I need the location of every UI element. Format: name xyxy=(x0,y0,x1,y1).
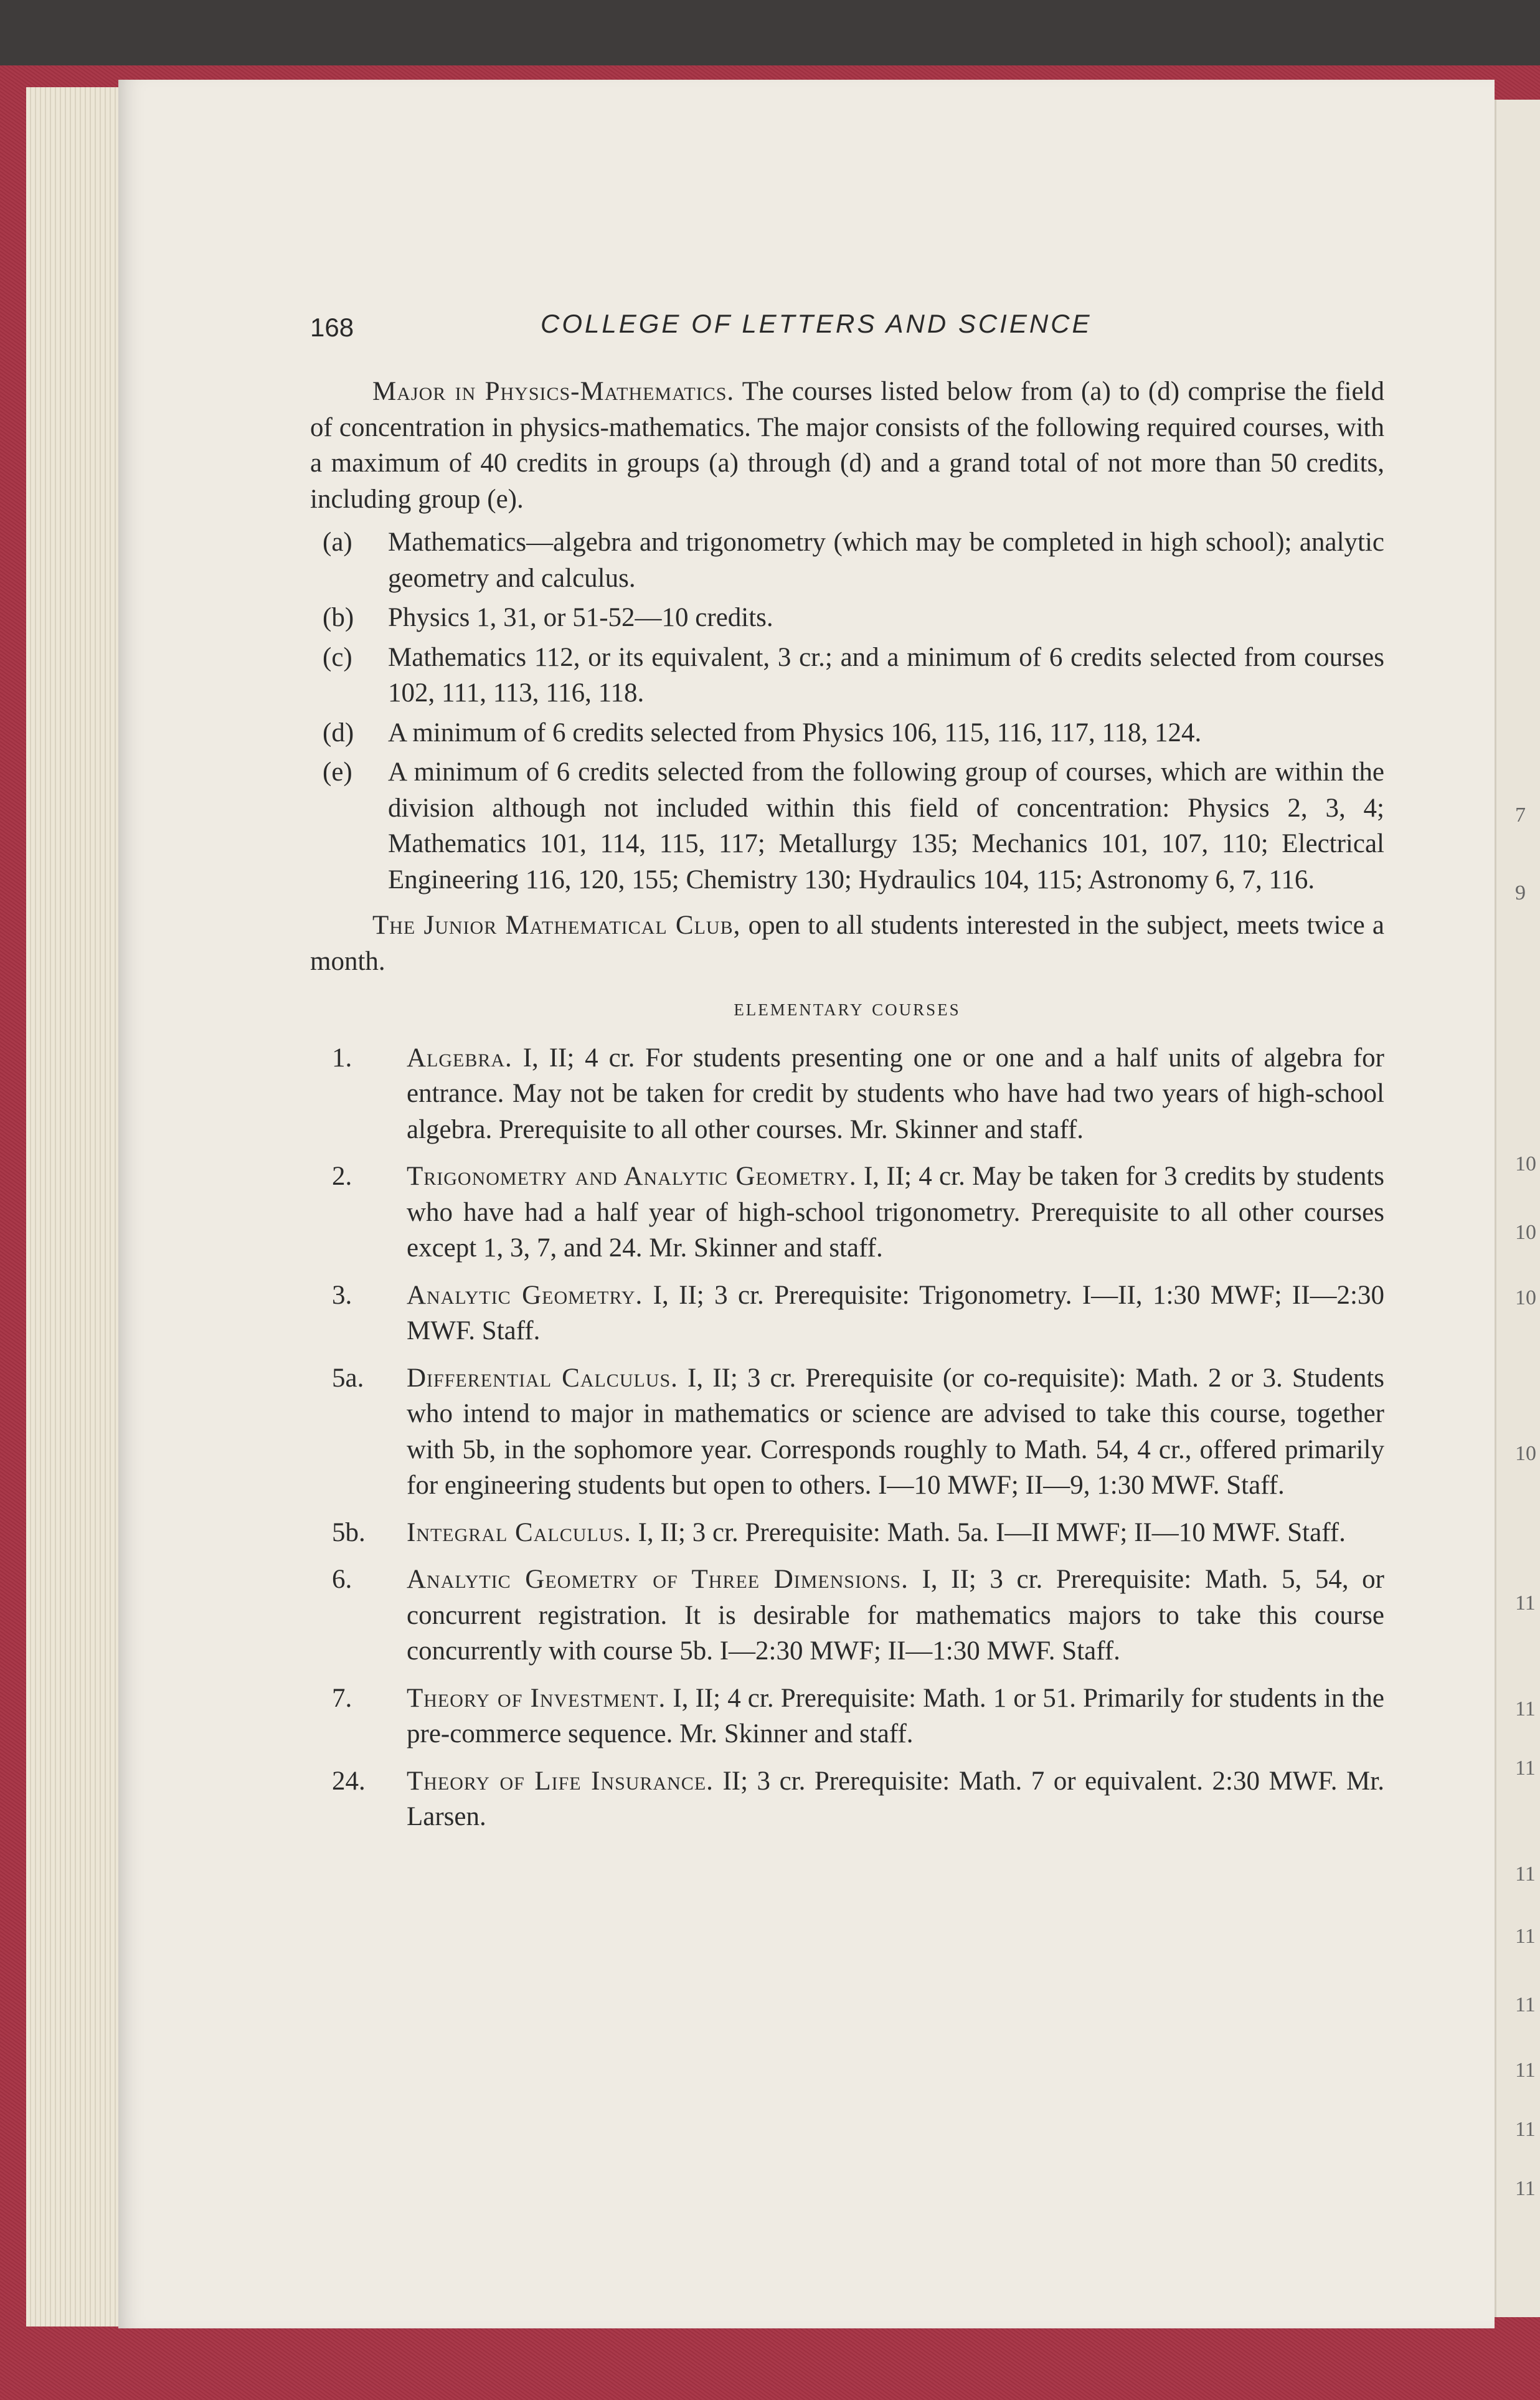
page-content xyxy=(310,374,1384,1846)
requirement-group-c xyxy=(310,640,1384,711)
adjacent-page-fragment: 7 xyxy=(1515,804,1526,827)
page-number: 168 xyxy=(310,313,354,342)
course-description: I, II; 4 cr. Prerequisite: Math. 1 or 51. Primarily for students in the pre-commerce sequence. Mr. Skinner and staff. xyxy=(407,1683,1385,1748)
course-number: 6. xyxy=(332,1565,352,1594)
section-heading: elementary courses xyxy=(734,995,961,1021)
course-description: I, II; 4 cr. May be taken for 3 credits by students who have had a half year of high-school trigonometry. Prerequisite to all other courses except 1, 3, 7, and 24. Mr. Skinner and staff. xyxy=(407,1162,1385,1263)
adjacent-page-fragment: 11 xyxy=(1515,1862,1536,1885)
adjacent-page-fragment: 11 xyxy=(1515,2118,1536,2141)
club-paragraph xyxy=(310,908,1384,979)
course-description: I, II; 3 cr. Prerequisite: Math. 5a. I—II MWF; II—10 MWF. Staff. xyxy=(638,1517,1346,1547)
course-entry xyxy=(310,1278,1384,1349)
major-title: Major in Physics-Mathematics. xyxy=(372,377,735,406)
course-entry xyxy=(310,1681,1384,1752)
course-number: 5a. xyxy=(332,1363,364,1393)
course-entry xyxy=(310,1515,1384,1551)
adjacent-page-fragment: 11 xyxy=(1515,1697,1536,1720)
page-edges xyxy=(26,87,132,2326)
club-text: open to all students interested in the subject, meets twice a month. xyxy=(310,911,1384,976)
course-description: I, II; 4 cr. For students presenting one or one and a half units of algebra for entrance. May not be taken for credit by students who have had two years of high-school algebra. Prerequisite to all other courses. Mr. Skinner and staff. xyxy=(407,1043,1385,1144)
course-number: 5b. xyxy=(332,1517,366,1547)
adjacent-page-fragment: 11 xyxy=(1515,1591,1536,1615)
course-title: Analytic Geometry of Three Dimensions. xyxy=(407,1565,909,1594)
adjacent-page-fragment: 11 xyxy=(1515,1993,1536,2016)
group-label: (b) xyxy=(323,603,354,632)
group-text: Mathematics 112, or its equivalent, 3 cr.; and a minimum of 6 credits selected from courses 102, 111, 113, 116, 118. xyxy=(388,642,1384,708)
adjacent-page-fragment: 10 xyxy=(1515,1152,1536,1175)
course-number: 3. xyxy=(332,1280,352,1310)
requirement-group-d xyxy=(310,715,1384,751)
group-label: (e) xyxy=(323,757,352,787)
running-title: COLLEGE OF LETTERS AND SCIENCE xyxy=(541,309,1092,338)
course-description: II; 3 cr. Prerequisite: Math. 7 or equivalent. 2:30 MWF. Mr. Larsen. xyxy=(407,1766,1384,1831)
adjacent-page-fragment: 10 xyxy=(1515,1286,1536,1309)
requirement-group-a xyxy=(310,524,1384,596)
page-header xyxy=(310,306,1160,350)
course-title: Algebra. xyxy=(407,1043,513,1073)
major-intro: The courses listed below from (a) to (d) comprise the field of concentration in physics-mathematics. The major consists of the following required courses, with a maximum of 40 credits in groups (a) through (d) and a grand total of not more than 50 credits, including group (e). xyxy=(310,377,1384,514)
group-label: (d) xyxy=(323,718,354,747)
course-title: Theory of Investment. xyxy=(407,1683,666,1713)
group-text: A minimum of 6 credits selected from the following group of courses, which are within the division although not included within this field of concentration: Physics 2, 3, 4; Mathematics 101, 114, 115, 117; Metallurgy 135; Mechanics 101, 107, 110; Electrical Engineering 116, 120, 155; Chemistry 130; Hydraulics 104, 115; Astronomy 6, 7, 116. xyxy=(388,757,1384,894)
course-number: 7. xyxy=(332,1683,352,1713)
adjacent-page-fragment: 11 xyxy=(1515,2177,1536,2200)
group-label: (a) xyxy=(323,528,352,557)
adjacent-page-fragment: 11 xyxy=(1515,1925,1536,1948)
group-text: A minimum of 6 credits selected from Physics 106, 115, 116, 117, 118, 124. xyxy=(388,718,1202,747)
course-number: 1. xyxy=(332,1043,352,1073)
course-entry xyxy=(310,1040,1384,1148)
course-description: I, II; 3 cr. Prerequisite: Trigonometry. I—II, 1:30 MWF; II—2:30 MWF. Staff. xyxy=(407,1280,1384,1345)
course-title: Analytic Geometry. xyxy=(407,1280,643,1310)
course-entry xyxy=(310,1562,1384,1669)
requirement-group-e xyxy=(310,754,1384,898)
club-title: The Junior Mathematical Club, xyxy=(372,911,741,940)
group-text: Physics 1, 31, or 51-52—10 credits. xyxy=(388,603,773,632)
adjacent-page-fragment: 9 xyxy=(1515,881,1526,904)
adjacent-page-edge xyxy=(1495,100,1540,2317)
course-title: Integral Calculus. xyxy=(407,1517,631,1547)
course-title: Trigonometry and Analytic Geometry. xyxy=(407,1162,857,1191)
requirement-group-b xyxy=(310,600,1384,636)
course-description: I, II; 3 cr. Prerequisite: Math. 5, 54, or concurrent registration. It is desirable for mathematics majors to take this course concurrently with course 5b. I—2:30 MWF; II—1:30 MWF. Staff. xyxy=(407,1565,1385,1666)
adjacent-page-fragment: 11 xyxy=(1515,2059,1536,2082)
course-description: I, II; 3 cr. Prerequisite (or co-requisite): Math. 2 or 3. Students who intend to major in mathematics or science are advised to take this course, together with 5b, in the sophomore year. Corresponds roughly to Math. 54, 4 cr., offered primarily for engineering students but open to others. I—10 MWF; II—9, 1:30 MWF. Staff. xyxy=(407,1363,1384,1500)
adjacent-page-fragment: 10 xyxy=(1515,1221,1536,1244)
course-entry xyxy=(310,1763,1384,1835)
major-paragraph xyxy=(310,374,1384,517)
adjacent-page-fragment: 11 xyxy=(1515,1757,1536,1780)
course-number: 24. xyxy=(332,1766,366,1796)
course-number: 2. xyxy=(332,1162,352,1191)
course-title: Theory of Life Insurance. xyxy=(407,1766,714,1796)
course-title: Differential Calculus. xyxy=(407,1363,678,1393)
group-label: (c) xyxy=(323,642,352,672)
course-entry xyxy=(310,1360,1384,1504)
course-entry xyxy=(310,1159,1384,1266)
group-text: Mathematics—algebra and trigonometry (which may be completed in high school); analytic geometry and calculus. xyxy=(388,528,1384,593)
adjacent-page-fragment: 10 xyxy=(1515,1442,1536,1465)
